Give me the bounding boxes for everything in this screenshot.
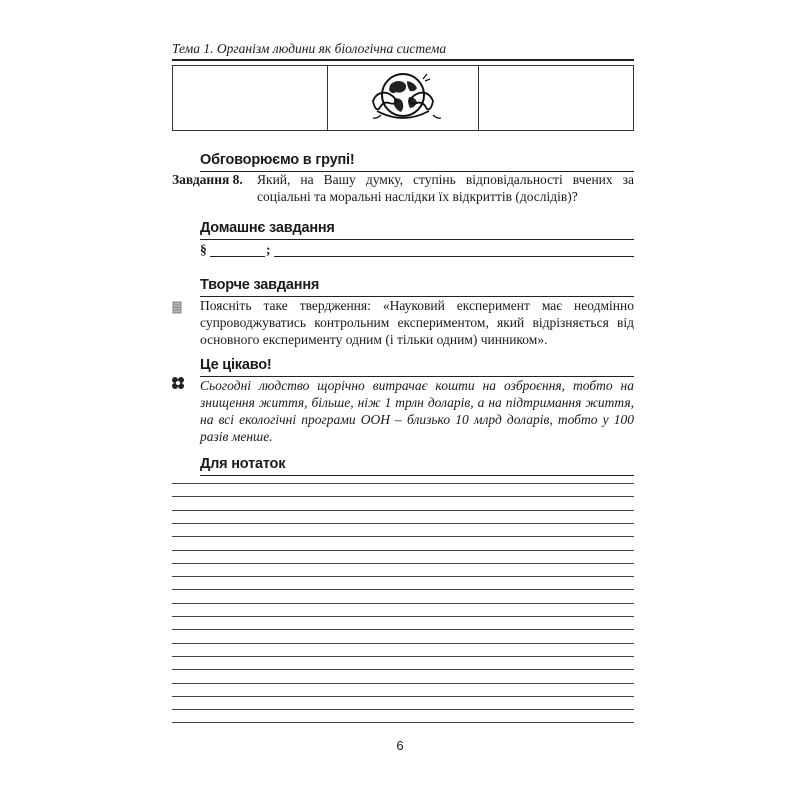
interesting-text: Сьогодні людство щорічно витрачає кошти на озброєння, тобто на знищення життя, більше, ніж 1 трлн доларів, а на підтримання життя, на всі екологічні програми ООН – близько 10 млрд доларів, тобто у 100 разів менше. (200, 378, 634, 444)
note-line (172, 589, 634, 590)
note-line (172, 483, 634, 484)
note-line (172, 510, 634, 511)
picture-cell-right (479, 66, 634, 131)
notes-heading: Для нотаток (200, 455, 634, 476)
section-number-blank[interactable] (210, 256, 265, 257)
note-line (172, 603, 634, 604)
note-line (172, 616, 634, 617)
creative-task-heading: Творче завдання (200, 276, 634, 297)
note-line (172, 550, 634, 551)
note-line (172, 669, 634, 670)
note-line (172, 523, 634, 524)
note-line (172, 536, 634, 537)
task-label: Завдання 8. (172, 172, 243, 187)
creative-task-text: Поясніть таке твердження: «Науковий експеримент має неодмінно супроводжуватись контрольним експериментом, який відрізняється від основного експерименту одним (і тільки одним) чинником». (200, 298, 634, 347)
note-line (172, 709, 634, 710)
separator: ; (266, 242, 271, 257)
homework-row (200, 242, 634, 258)
page-number: 6 (396, 738, 404, 753)
book-icon (172, 301, 183, 314)
note-line (172, 576, 634, 577)
note-line (172, 563, 634, 564)
flower-icon (171, 376, 185, 390)
homework-heading: Домашнє завдання (200, 219, 634, 240)
note-line (172, 656, 634, 657)
picture-cell-left (173, 66, 328, 131)
section-sign: § (200, 242, 207, 257)
header-rule (172, 59, 634, 61)
group-discussion-heading: Обговорюємо в групі! (200, 151, 634, 172)
picture-table (172, 65, 634, 131)
picture-cell-middle (328, 66, 479, 131)
note-line (172, 696, 634, 697)
earth-hands-illustration (363, 67, 443, 125)
homework-topic-blank[interactable] (274, 256, 634, 257)
task-text: Який, на Вашу думку, ступінь відповідальності вчених за соціальні та моральні наслідки їх відкриттів (дослідів)? (257, 172, 634, 204)
page-header: Тема 1. Організм людини як біологічна система (172, 41, 447, 56)
note-line (172, 683, 634, 684)
interesting-heading: Це цікаво! (200, 356, 634, 377)
note-line (172, 629, 634, 630)
note-line (172, 722, 634, 723)
note-line (172, 643, 634, 644)
note-line (172, 496, 634, 497)
